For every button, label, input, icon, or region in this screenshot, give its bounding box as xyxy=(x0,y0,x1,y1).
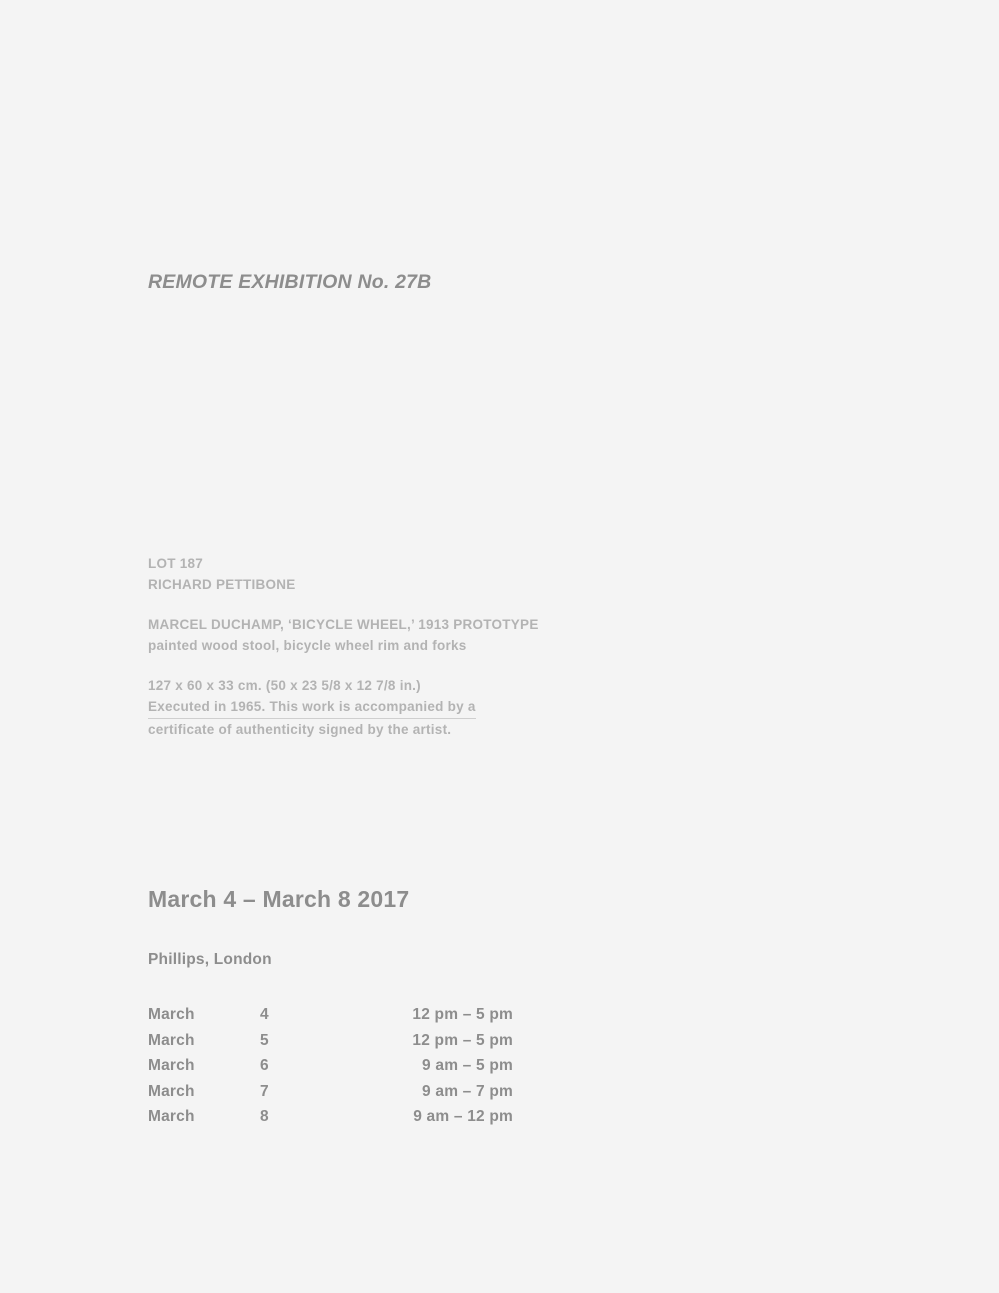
schedule-hours: 12 pm – 5 pm xyxy=(412,1031,513,1049)
lot-identity-group xyxy=(148,553,539,595)
schedule-day: 7 xyxy=(260,1082,269,1100)
lot-details xyxy=(148,553,539,740)
schedule-day: 6 xyxy=(260,1057,269,1074)
schedule-day: 4 xyxy=(260,1006,269,1023)
schedule-hours: 9 am – 7 pm xyxy=(422,1082,513,1100)
lot-number: LOT 187 xyxy=(148,556,204,571)
opening-hours-table xyxy=(148,1002,513,1130)
table-row xyxy=(148,1079,513,1105)
schedule-hours: 12 pm – 5 pm xyxy=(412,1006,513,1023)
lot-dimensions: 127 x 60 x 33 cm. (50 x 23 5/8 x 12 7/8 in.) xyxy=(148,678,421,693)
table-row xyxy=(148,1028,513,1054)
schedule-day: 5 xyxy=(260,1031,269,1049)
schedule-month: March xyxy=(148,1108,195,1125)
schedule-month: March xyxy=(148,1057,195,1074)
schedule-day: 8 xyxy=(260,1108,269,1125)
schedule-month: March xyxy=(148,1006,195,1023)
schedule-month: March xyxy=(148,1031,195,1049)
table-row xyxy=(148,1053,513,1079)
lot-physical-group xyxy=(148,675,539,740)
lot-provenance-line-1: Executed in 1965. This work is accompanied by a xyxy=(148,696,476,719)
table-row xyxy=(148,1002,513,1028)
table-row xyxy=(148,1104,513,1130)
event-venue: Phillips, London xyxy=(148,951,272,968)
exhibition-title: REMOTE EXHIBITION No. 27B xyxy=(148,271,432,293)
schedule-hours: 9 am – 12 pm xyxy=(413,1108,513,1125)
lot-artist: RICHARD PETTIBONE xyxy=(148,577,296,592)
schedule-hours: 9 am – 5 pm xyxy=(422,1057,513,1074)
event-date-range: March 4 – March 8 2017 xyxy=(148,886,410,912)
schedule-month: March xyxy=(148,1082,195,1100)
lot-medium: painted wood stool, bicycle wheel rim and forks xyxy=(148,638,467,653)
lot-provenance-line-2: certificate of authenticity signed by the artist. xyxy=(148,722,452,737)
lot-work-title: MARCEL DUCHAMP, ‘BICYCLE WHEEL,’ 1913 PROTOTYPE xyxy=(148,617,539,632)
lot-work-group xyxy=(148,614,539,656)
opening-hours-body xyxy=(148,1002,513,1130)
